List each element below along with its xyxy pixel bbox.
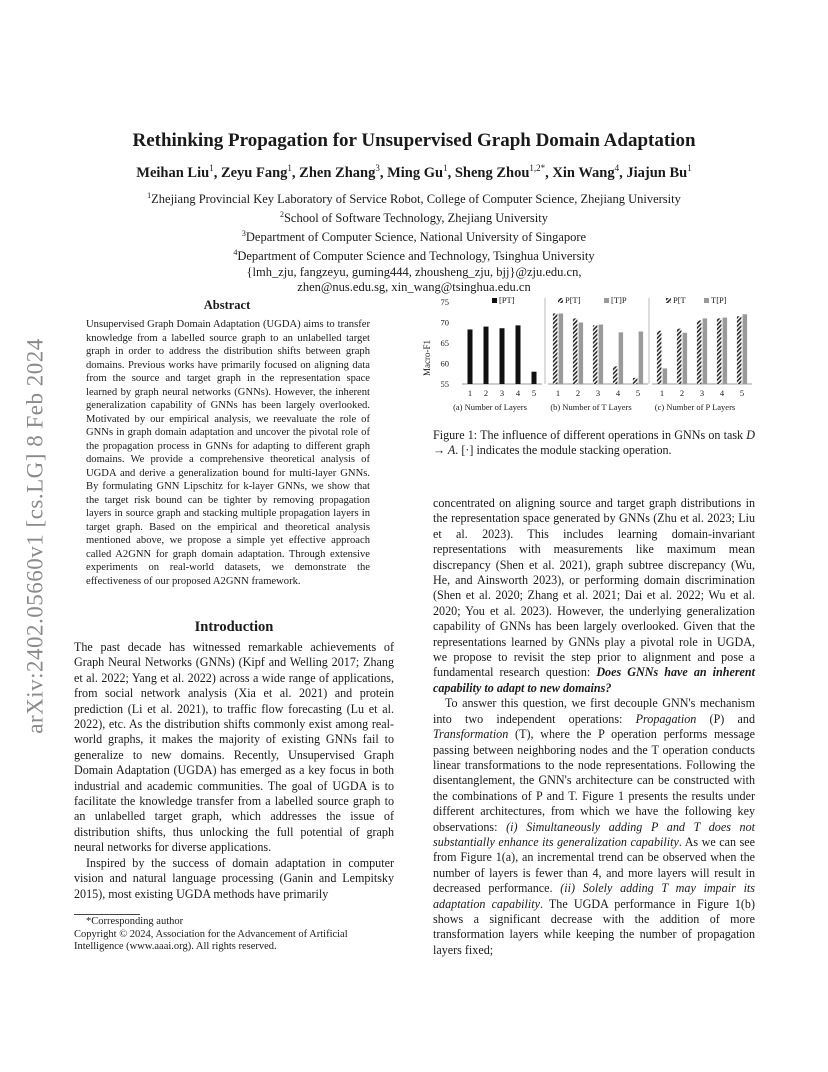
x-tick-label: 1 — [659, 388, 665, 398]
author: Jiajun Bu$^1$ — [626, 163, 692, 181]
bar — [657, 331, 662, 384]
panel-label-a: (a) Number of Layers — [453, 402, 527, 412]
bar — [579, 323, 584, 385]
legend-label: T[P] — [711, 295, 727, 305]
right-column-body — [433, 496, 755, 958]
bar — [484, 327, 489, 384]
author: Zeyu Fang$^1$ — [220, 163, 292, 181]
arxiv-stamp: arXiv:2402.05660v1 [cs.LG] 8 Feb 2024 — [23, 338, 48, 734]
bar — [573, 318, 578, 384]
bar — [516, 325, 521, 384]
introduction-body — [74, 640, 394, 902]
y-ticks — [441, 297, 450, 389]
figure-1-chart — [418, 292, 756, 418]
x-tick-label: 5 — [635, 388, 641, 398]
bar — [743, 314, 748, 384]
legend-a — [492, 295, 515, 305]
affiliation: $^1$Zhejiang Provincial Key Laboratory of Service Robot, College of Computer Science, Zhejiang University — [147, 191, 681, 207]
y-tick-label: 75 — [440, 297, 449, 307]
x-tick-label: 4 — [615, 388, 621, 398]
author: Ming Gu$^1$ — [387, 163, 448, 181]
y-tick-label: 70 — [440, 317, 449, 328]
x-tick-label: 5 — [531, 388, 537, 398]
bar — [593, 325, 598, 384]
bar — [559, 313, 564, 384]
bar — [613, 366, 618, 384]
legend-swatch — [604, 298, 609, 303]
bar — [619, 332, 624, 384]
paragraph: To answer this question, we first decouple GNN's mechanism into two independent operations: Propagation (P) and Transformation (T), where the P operation performs message passing between neighboring nodes and the T operation conducts linear transformations to the node representations. Following the disentanglement, the GNN's architecture can be constructed with the combinations of P and T. Figure 1 presents the results under different architectures, from which we have the following key observations: (i) Simultaneously adding P and T does not substantially enhance its generalization capability. As we can see from Figure 1(a), an incremental trend can be observed when the number of layers is fewer than 4, and more layers will result in decreased performance. (ii) Solely adding T may impair its adaptation capability. The UGDA performance in Figure 1(b) shows a significant decrease with the addition of more transformation layers while keeping the number of propagation layers fixed; — [433, 696, 756, 957]
legend-b — [558, 295, 627, 305]
bar — [633, 378, 638, 384]
x-tick-label: 3 — [499, 388, 505, 398]
author: Sheng Zhou$^{1,2*}$ — [454, 163, 546, 181]
x-tick-label: 5 — [739, 388, 745, 398]
author: Xin Wang$^4$ — [552, 163, 620, 181]
bar — [599, 325, 604, 384]
legend-label: [PT] — [499, 295, 515, 305]
y-tick-label: 55 — [440, 379, 449, 389]
legend-c — [666, 295, 727, 305]
legend-label: [T]P — [611, 295, 627, 305]
paragraph: concentrated on aligning source and target graph distributions in the representation space generated by GNNs (Zhu et al. 2023; Liu et al. 2023). This includes learning domain-invariant representations with measurements like maximum mean discrepancy (Shen et al. 2021), graph subtree discrepancy (Wu, He, and Ainsworth 2023), or performing domain discrimination (Shen et al. 2020; Zhang et al. 2021; Dai et al. 2022; Wu et al. 2020; You et al. 2023). However, the underlying generalization capability of GNNs has been largely overlooked. Given that the representations learned by GNNs play a pivotal role in UGDA, we propose to revisit the step prior to alignment and pose a fundamental research question: Does GNNs have an inherent capability to adapt to new domains? — [433, 496, 756, 695]
bar — [639, 332, 644, 384]
bar — [468, 329, 473, 384]
legend-swatch — [492, 298, 497, 303]
bar — [532, 372, 537, 384]
legend-label: P[T — [673, 295, 686, 305]
bar — [723, 318, 728, 384]
legend-swatch — [666, 298, 671, 303]
affiliation: $^3$Department of Computer Science, National University of Singapore — [241, 229, 587, 245]
paragraph: The past decade has witnessed remarkable achievements of Graph Neural Networks (GNNs) (Kipf and Welling 2017; Zhang et al. 2022; Yang et al. 2022) across a wide range of applications, from social network analysis (Xia et al. 2021) and protein prediction (Li et al. 2021), to traffic flow forecasting (Lu et al. 2022), etc. As the distribution shifts commonly exist among real-world graphs, it makes the majority of existing GNNs fail to generalize to new domains. Recently, Unsupervised Graph Domain Adaptation (UGDA) has emerged as a key focus in both industrial and academic communities. The goal of UGDA is to facilitate the knowledge transfer from a labelled source graph to an unlabelled target graph, which addresses the issue of distribution shifts, thus unlocking the full potential of graph neural networks for diverse applications. — [74, 640, 394, 855]
bar — [737, 316, 742, 384]
email-line: {lmh_zju, fangzeyu, guming444, zhousheng_zju, bjj}@zju.edu.cn, — [246, 264, 582, 279]
affiliation: $^4$Department of Computer Science and Technology, Tsinghua University — [233, 248, 595, 264]
bar — [677, 329, 682, 384]
paragraph: Inspired by the success of domain adaptation in computer vision and natural language processing (Ganin and Lempitsky 2015), most existing UGDA methods have primarily — [74, 855, 394, 901]
legend-swatch — [558, 298, 563, 303]
x-tick-label: 3 — [595, 388, 601, 398]
author-list: Meihan Liu$^1$, Zeyu Fang$^1$, Zhen Zhang$^3$, Ming Gu$^1$, Sheng Zhou$^{1,2*}$, Xin Wang$^4$, Jiajun Bu$^1$ — [136, 163, 692, 181]
affiliation: $^2$School of Software Technology, Zhejiang University — [279, 210, 548, 226]
panel-label-c: (c) Number of P Layers — [654, 402, 736, 412]
x-tick-label: 1 — [467, 388, 473, 398]
bar — [500, 328, 505, 384]
author: Meihan Liu$^1$ — [136, 163, 214, 181]
bar — [697, 320, 702, 384]
figure-caption: Figure 1: The influence of different operations in GNNs on task D → A. [·] indicates the module stacking operation. — [433, 428, 755, 458]
x-tick-label: 3 — [699, 388, 705, 398]
y-tick-label: 60 — [440, 358, 449, 369]
bar — [703, 318, 708, 384]
introduction-heading: Introduction — [194, 619, 274, 635]
bar — [717, 318, 722, 384]
bar — [663, 368, 668, 384]
copyright-note: Copyright © 2024, Association for the Advancement of Artificial Intelligence (www.aaai.org). All rights reserved. — [74, 928, 348, 953]
y-axis-label: Macro-F1 — [422, 340, 432, 376]
legend-label: P[T] — [565, 295, 581, 305]
affiliations — [0, 188, 828, 295]
bar — [683, 333, 688, 384]
x-tick-label: 2 — [575, 388, 581, 398]
x-tick-label: 4 — [515, 388, 521, 398]
footnote-rule — [74, 914, 140, 915]
footnote — [74, 916, 394, 954]
x-tick-label: 2 — [483, 388, 489, 398]
paper-title: Rethinking Propagation for Unsupervised Graph Domain Adaptation — [132, 130, 696, 151]
y-tick-label: 65 — [440, 338, 449, 348]
abstract-body: Unsupervised Graph Domain Adaptation (UGDA) aims to transfer knowledge from a labelled source graph to an unlabelled target graph in order to address the distribution shifts between graph domains. Previous works have primarily focused on aligning data from the source and target graph in the representation space learned by graph neural networks (GNNs). However, the inherent generalization capability of GNNs has been largely overlooked. Motivated by our empirical analysis, we reevaluate the role of GNNs in graph domain adaptation and uncover the pivotal role of the propagation process in GNNs for adapting to different graph domains. We provide a comprehensive theoretical analysis of UGDA and derive a generalization bound for multi-layer GNNs. By formulating GNN Lipschitz for k-layer GNNs, we show that the target risk bound can be tighter by removing propagation layers in source graph and stacking multiple propagation layers in target graph. Based on the empirical and theoretical analysis mentioned above, we propose a simple yet effective approach called A2GNN for graph domain adaptation. Through extensive experiments on real-world datasets, we demonstrate the effectiveness of our proposed A2GNN framework. — [86, 319, 370, 587]
author: Zhen Zhang$^3$ — [299, 163, 380, 181]
corresponding-note: *Corresponding author — [86, 916, 184, 927]
panel-label-b: (b) Number of T Layers — [550, 402, 632, 412]
x-tick-label: 1 — [555, 388, 561, 398]
x-tick-label: 2 — [679, 388, 685, 398]
abstract-heading: Abstract — [203, 298, 251, 312]
bar — [553, 313, 558, 384]
email-line: zhen@nus.edu.sg, xin_wang@tsinghua.edu.cn — [297, 279, 531, 294]
x-tick-label: 4 — [719, 388, 725, 398]
legend-swatch — [704, 298, 709, 303]
